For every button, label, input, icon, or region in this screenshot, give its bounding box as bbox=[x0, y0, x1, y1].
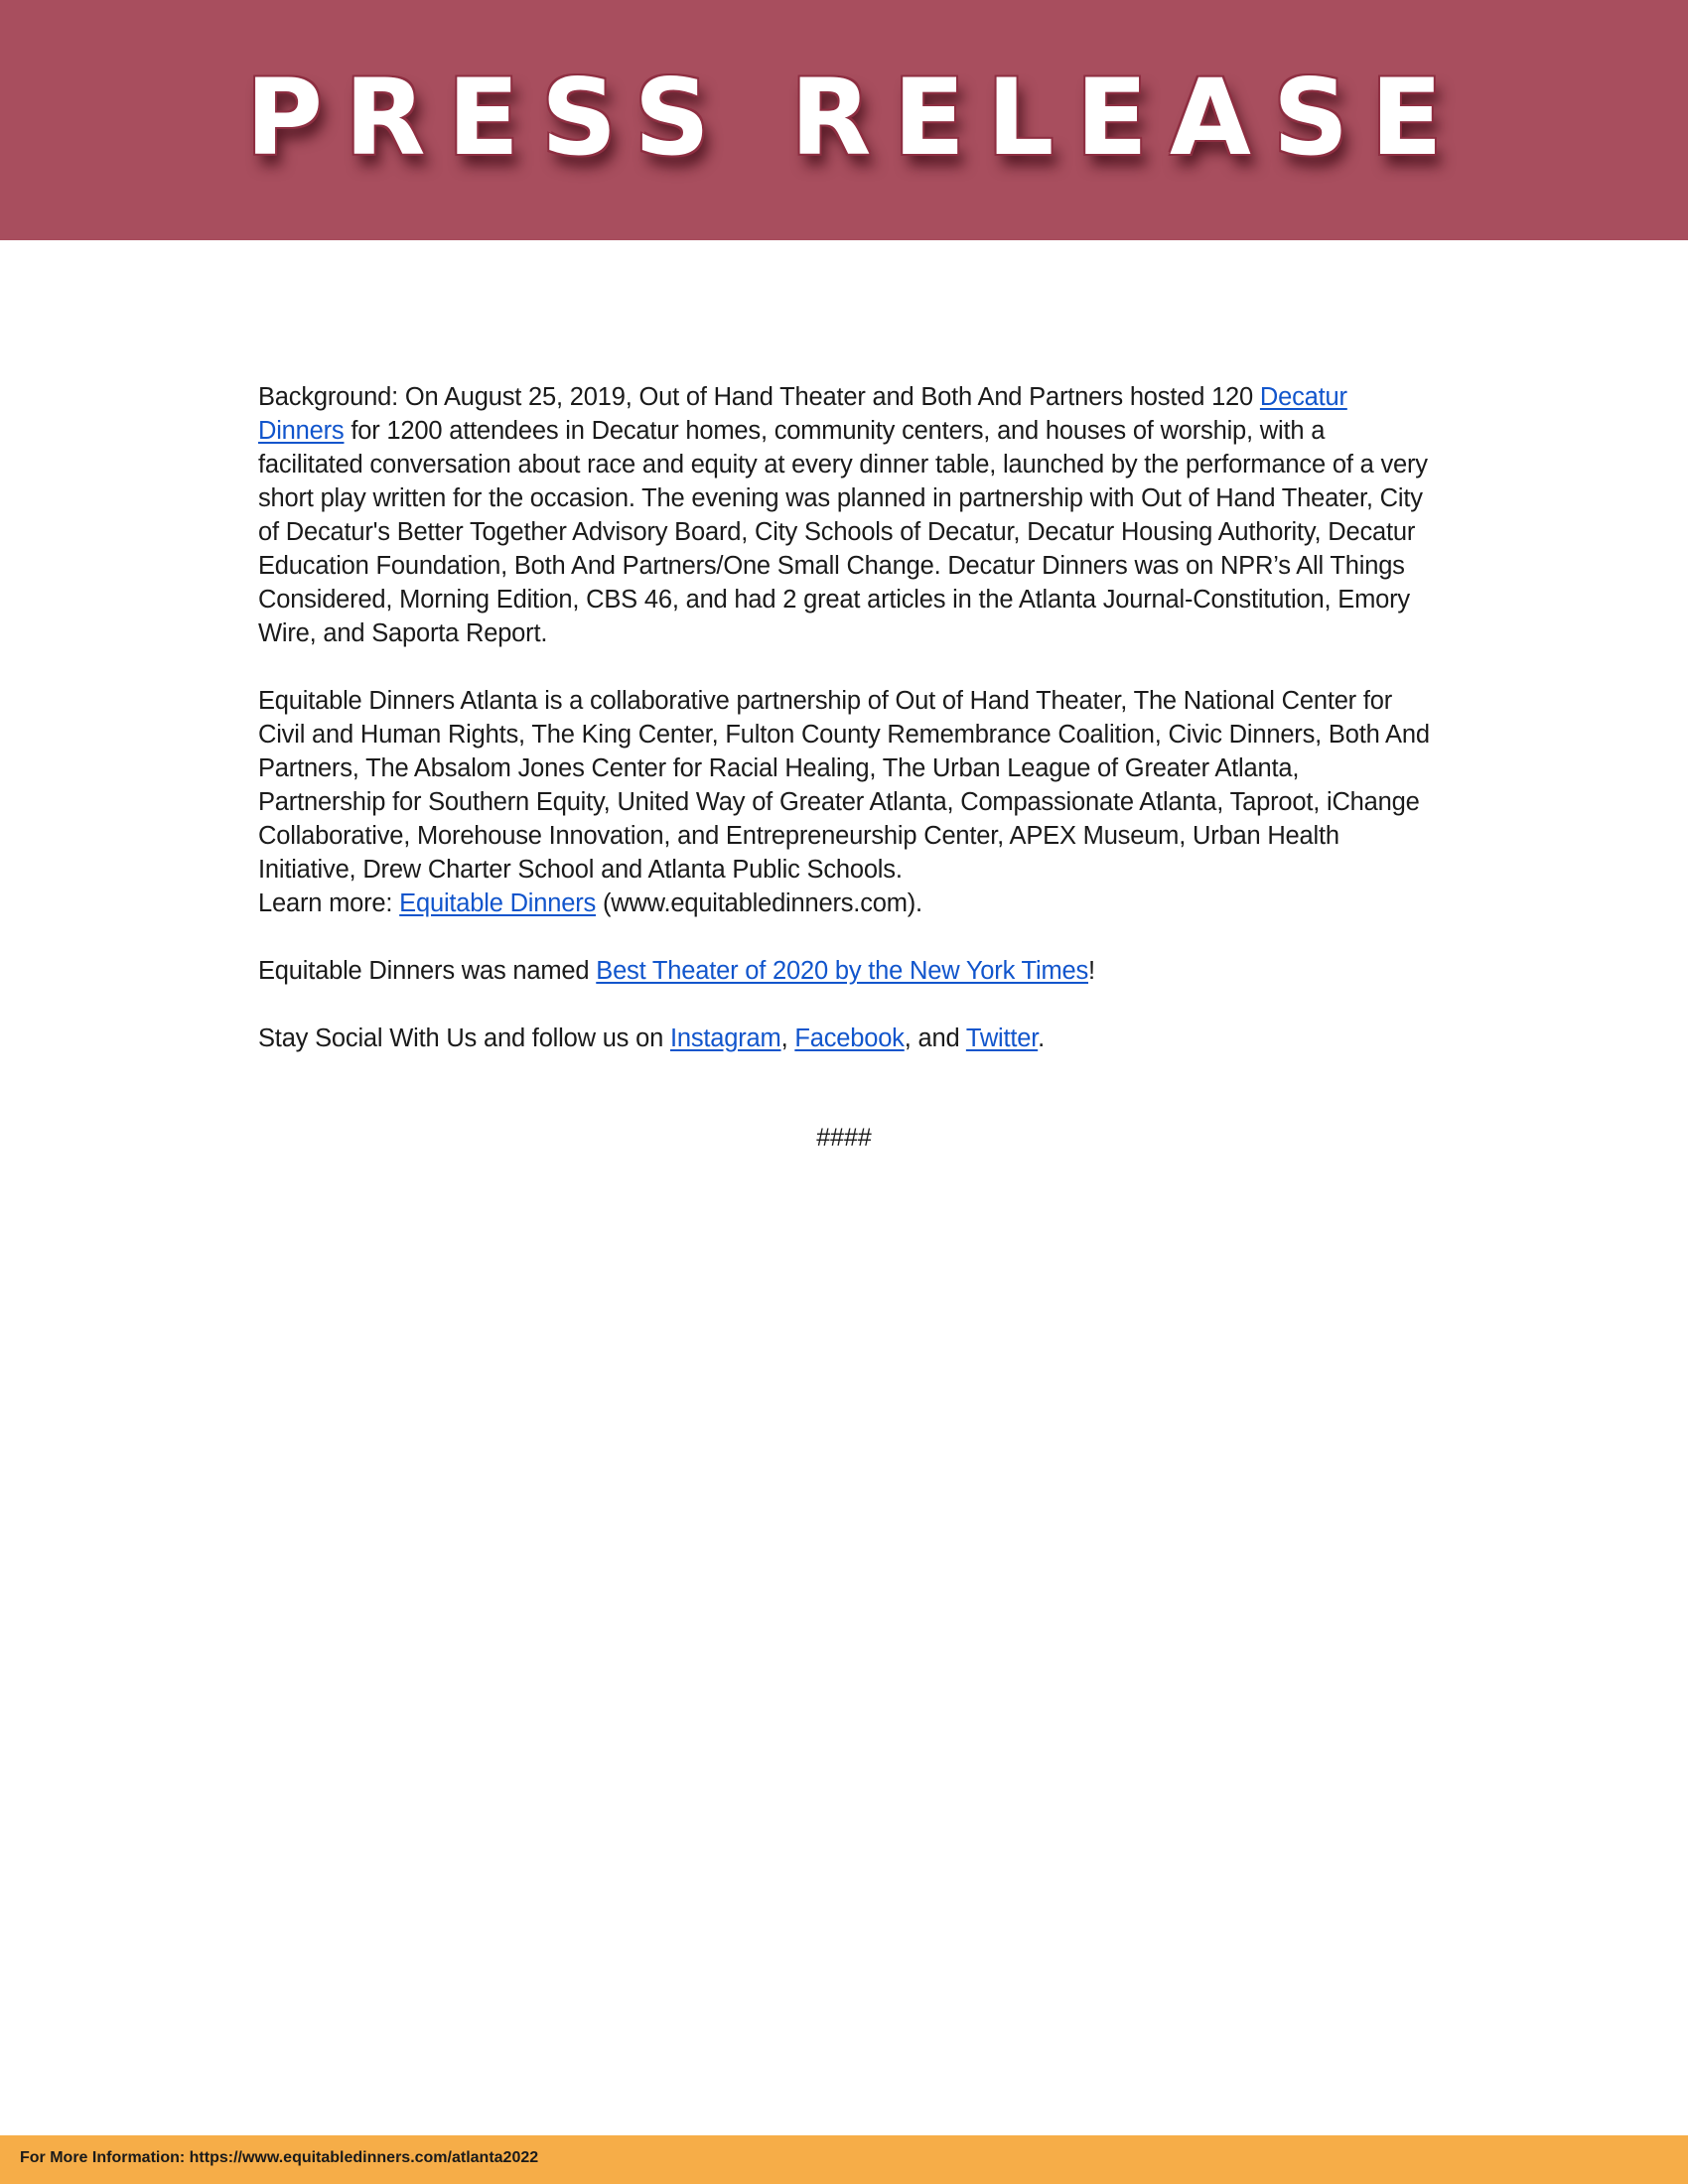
decatur-dinners-link[interactable]: Decatur Dinners bbox=[258, 383, 1347, 445]
footer-band bbox=[0, 2135, 1688, 2184]
website-text: (www.equitabledinners.com). bbox=[596, 889, 922, 917]
twitter-link[interactable]: Twitter bbox=[965, 1024, 1039, 1052]
social-text: Stay Social With Us and follow us on bbox=[258, 1024, 670, 1052]
social-paragraph bbox=[258, 1022, 1430, 1055]
nyt-best-theater-link[interactable]: Best Theater of 2020 by the New York Times bbox=[596, 957, 1089, 985]
award-text-start: Equitable Dinners was named bbox=[258, 957, 597, 985]
partnership-paragraph: Equitable Dinners Atlanta is a collaborative partnership of Out of Hand Theater, The National Center for Civil and Human Rights, The King Center, Fulton County Remembrance Coalition, Civic Dinners, Both And Partners, The Absalom Jones Center for Racial Healing, The Urban League of Greater Atlanta, Partnership for Southern Equity, United Way of Greater Atlanta, Compassionate Atlanta, Taproot, iChange Collaborative, Morehouse Innovation, and Entrepreneurship Center, APEX Museum, Urban Health Initiative, Drew Charter School and Atlanta Public Schools. bbox=[258, 687, 1430, 884]
award-paragraph bbox=[258, 954, 1430, 988]
social-period: . bbox=[1038, 1024, 1046, 1052]
press-release-body bbox=[258, 380, 1430, 1089]
end-mark: #### bbox=[816, 1124, 872, 1152]
background-text-end: for 1200 attendees in Decatur homes, community centers, and houses of worship, with a facilitated conversation about race and equity at every dinner table, launched by the performance of a very short play written for the occasion. The evening was planned in partnership with Out of Hand Theater, City of Decatur's Better Together Advisory Board, City Schools of Decatur, Decatur Housing Authority, Decatur Education Foundation, Both And Partners/One Small Change. Decatur Dinners was on NPR’s All Things Considered, Morning Edition, CBS 46, and had 2 great articles in the Atlanta Journal-Constitution, Emory Wire, and Saporta Report. bbox=[258, 417, 1428, 647]
learn-more-label: Learn more: bbox=[258, 889, 400, 917]
award-text-end: ! bbox=[1088, 957, 1095, 985]
background-paragraph bbox=[258, 380, 1430, 650]
learn-more-line bbox=[258, 887, 1430, 920]
background-text-start: Background: On August 25, 2019, Out of Hand Theater and Both And Partners hosted 120 bbox=[258, 383, 1260, 411]
footer-info-text: For More Information: https://www.equitabledinners.com/atlanta2022 bbox=[20, 2149, 539, 2166]
page-title: PRESS RELEASE bbox=[245, 56, 1465, 179]
social-separator: , bbox=[780, 1024, 795, 1052]
social-separator-and: , and bbox=[904, 1024, 966, 1052]
instagram-link[interactable]: Instagram bbox=[669, 1024, 781, 1052]
header-band bbox=[0, 0, 1688, 240]
equitable-dinners-link[interactable]: Equitable Dinners bbox=[399, 889, 597, 917]
facebook-link[interactable]: Facebook bbox=[794, 1024, 905, 1052]
